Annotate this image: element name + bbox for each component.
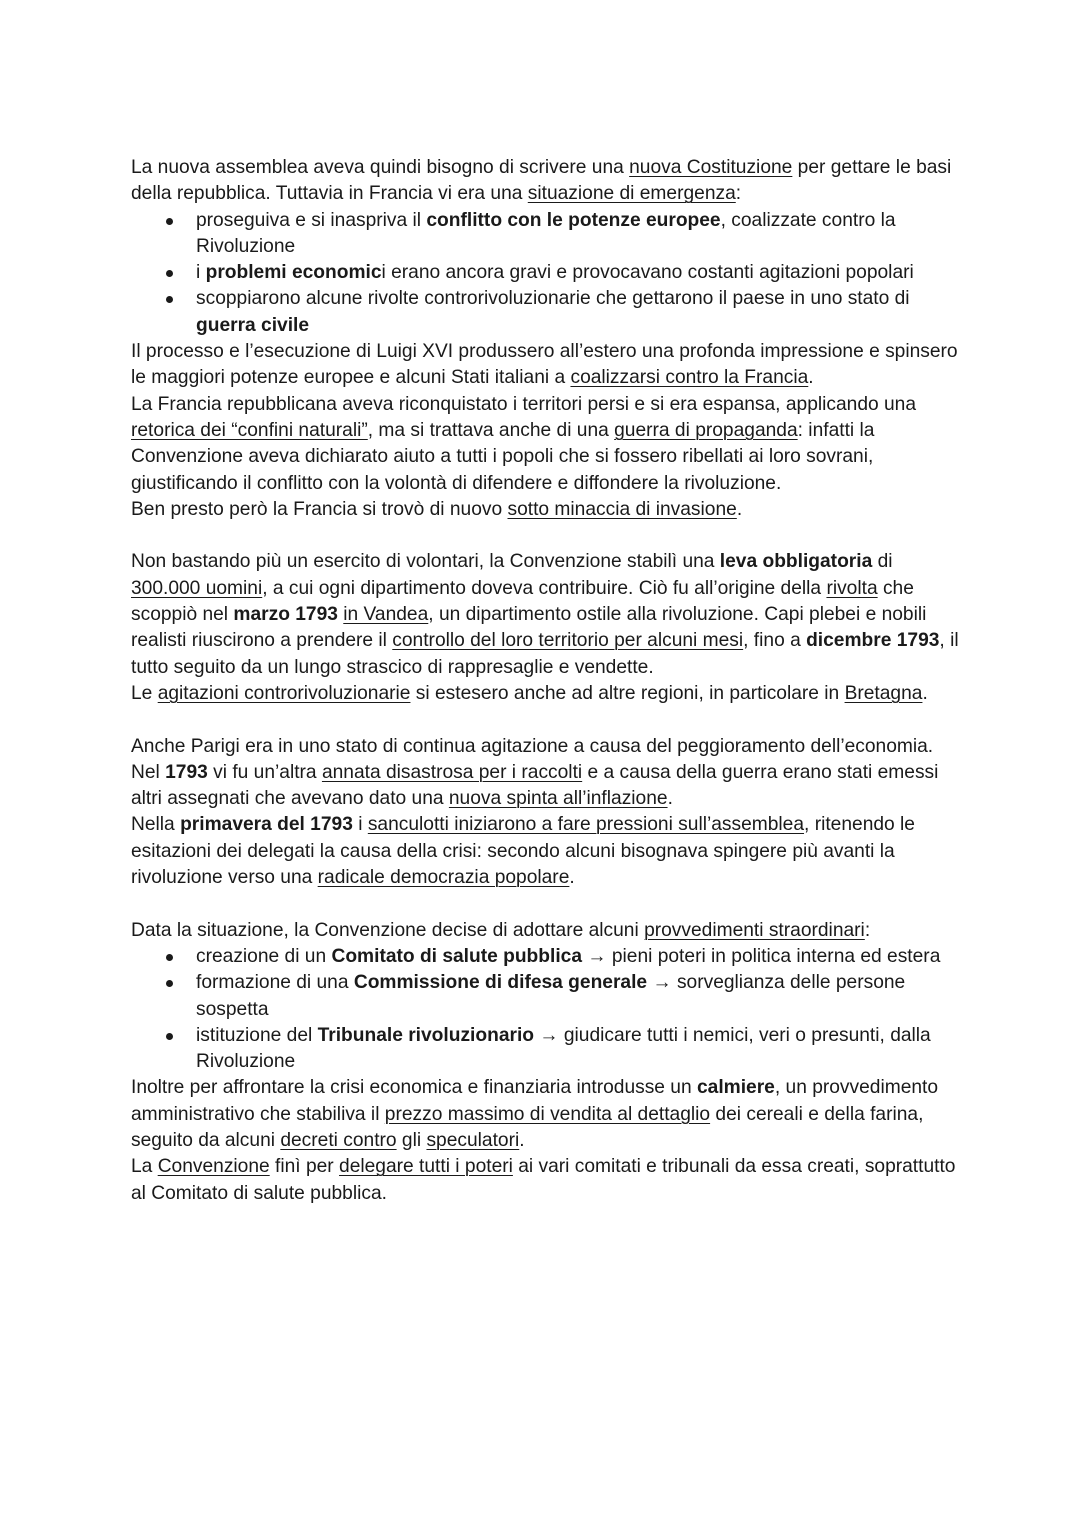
bold-text: Tribunale rivoluzionario: [317, 1024, 535, 1046]
text: istituzione del: [196, 1024, 318, 1046]
underlined-text: radicale democrazia popolare: [317, 867, 570, 889]
underlined-text: controllo del loro territorio per alcuni mesi: [392, 630, 744, 652]
document-page: [131, 155, 961, 1207]
bold-text: problemi economic: [205, 262, 382, 284]
text: Anche Parigi era in uno stato di continua agitazione a causa del peggioramento dell’economia. Nel: [131, 735, 934, 783]
underlined-text: retorica dei “confini naturali”: [131, 419, 368, 441]
text: .: [667, 788, 673, 810]
bullet-icon: [166, 270, 173, 277]
paragraph-coalition: [131, 339, 961, 523]
underlined-text: speculatori: [426, 1129, 520, 1151]
underlined-text: situazione di emergenza: [527, 183, 736, 205]
measures-list: [131, 944, 961, 1075]
text: i: [352, 814, 368, 836]
underlined-text: Convenzione: [157, 1156, 270, 1178]
underlined-text: nuova Costituzione: [629, 157, 793, 178]
text: , il tutto seguito da un lungo strascico di rappresaglie e vendette.: [131, 630, 959, 678]
bullet-icon: [166, 218, 173, 225]
text: vi fu un’altra: [207, 761, 322, 783]
text: Non bastando più un esercito di volontari, la Convenzione stabilì una: [131, 551, 720, 573]
list-item: [196, 970, 961, 1023]
text: ai vari comitati e tribunali da essa creati, soprattutto al Comitato di salute pubblica.: [131, 1156, 956, 1204]
text: scoppiarono alcune rivolte controrivoluzionarie che gettarono il paese in uno stato di: [196, 288, 910, 310]
bold-text: guerra civile: [196, 314, 310, 336]
text: :: [735, 183, 742, 205]
paragraph-intro: [131, 155, 961, 208]
text: formazione di una: [196, 972, 354, 994]
text: finì per: [269, 1156, 340, 1178]
underlined-text: delegare tutti i poteri: [339, 1156, 513, 1178]
list-item: [196, 1023, 961, 1076]
underlined-text: nuova spinta all’inflazione: [448, 788, 668, 810]
text: , ritenendo le esitazioni dei delegati la causa della crisi: secondo alcuni bisognava spingere più avanti la rivoluzione verso una: [131, 814, 915, 889]
underlined-text: agitazioni controrivoluzionarie: [157, 682, 411, 704]
text: per gettare le basi della repubblica. Tuttavia in Francia vi era una: [131, 157, 952, 205]
underlined-text: prezzo massimo di vendita al dettaglio: [384, 1103, 711, 1125]
bold-text: conflitto con le potenze europee: [426, 209, 721, 231]
bullet-icon: [166, 296, 173, 303]
paragraph-calmiere: [131, 1075, 961, 1206]
text: si estesero anche ad altre regioni, in particolare in: [410, 682, 845, 704]
bold-text: Comitato di salute pubblica: [331, 945, 582, 967]
underlined-text: guerra di propaganda: [614, 419, 798, 441]
text: Le: [131, 682, 158, 704]
paragraph-vandea: [131, 549, 961, 707]
text: Ben presto però la Francia si trovò di nuovo: [131, 498, 508, 520]
text: , un provvedimento amministrativo che stabiliva il: [131, 1077, 939, 1125]
text: → sorveglianza delle persone sospetta: [196, 972, 906, 1020]
underlined-text: rivolta: [826, 577, 878, 599]
text: i erano ancora gravi e provocavano costanti agitazioni popolari: [381, 262, 914, 284]
list-item: [196, 286, 961, 339]
text: .: [808, 367, 814, 389]
text: → giudicare tutti i nemici, veri o presunti, dalla Rivoluzione: [196, 1024, 931, 1073]
bullet-icon: [166, 980, 173, 987]
text: .: [519, 1129, 525, 1151]
list-item: [196, 260, 961, 286]
text: , a cui ogni dipartimento doveva contribuire. Ciò fu all’origine della: [262, 577, 827, 599]
paragraph-paris: [131, 734, 961, 892]
list-item: [196, 208, 961, 261]
text: di: [872, 551, 893, 573]
text: , coalizzate contro la Rivoluzione: [196, 209, 896, 257]
text: e a causa della guerra erano stati emessi altri assegnati che avevano dato una: [131, 761, 939, 810]
underlined-text: provvedimenti straordinari: [644, 919, 865, 941]
underlined-text: in Vandea: [343, 604, 429, 626]
bold-text: marzo 1793: [233, 604, 338, 626]
text: che scoppiò nel: [131, 577, 914, 626]
text: , ma si trattava anche di una: [367, 419, 615, 441]
text: , fino a: [743, 630, 807, 652]
text: .: [569, 867, 575, 889]
text: , un dipartimento ostile alla rivoluzione. Capi plebei e nobili realisti riuscirono a prendere il: [131, 604, 927, 652]
bullet-icon: [166, 954, 173, 961]
text: dei cereali e della farina, seguito da alcuni: [131, 1103, 924, 1151]
underlined-text: sanculotti iniziarono a fare pressioni sull’assemblea: [367, 814, 805, 836]
text: Data la situazione, la Convenzione decise di adottare alcuni: [131, 919, 645, 941]
bullet-icon: [166, 1033, 173, 1040]
paragraph-measures: [131, 918, 961, 944]
underlined-text: sotto minaccia di invasione: [507, 498, 737, 520]
text: :: [864, 919, 871, 941]
bold-text: leva obbligatoria: [719, 551, 873, 573]
text: creazione di un: [196, 945, 332, 967]
underlined-text: Bretagna: [844, 682, 923, 704]
text: Nella: [131, 814, 181, 836]
underlined-text: 300.000 uomini: [131, 577, 263, 599]
text: .: [736, 498, 743, 520]
text: La nuova assemblea aveva quindi bisogno di scrivere una: [131, 157, 630, 178]
bold-text: dicembre 1793: [806, 630, 940, 652]
bold-text: calmiere: [696, 1077, 775, 1099]
underlined-text: coalizzarsi contro la Francia: [570, 367, 809, 389]
text: → pieni poteri in politica interna ed estera: [582, 945, 941, 967]
text: Il processo e l’esecuzione di Luigi XVI produssero all’estero una profonda impressione e spinsero le maggiori potenze europee e alcuni Stati italiani a: [131, 341, 958, 389]
underlined-text: decreti contro: [280, 1129, 397, 1151]
text: proseguiva e si inaspriva il: [196, 209, 427, 231]
text: La: [131, 1156, 158, 1178]
text: i: [196, 262, 206, 284]
text: gli: [396, 1129, 427, 1151]
list-item: [196, 944, 961, 970]
text: .: [922, 682, 928, 704]
emergency-list: [131, 208, 961, 339]
bold-text: Commissione di difesa generale: [353, 972, 648, 994]
text: La Francia repubblicana aveva riconquistato i territori persi e si era espansa, applicando una: [131, 393, 917, 415]
bold-text: primavera del 1793: [180, 814, 353, 836]
bold-text: 1793: [165, 761, 208, 783]
underlined-text: annata disastrosa per i raccolti: [321, 761, 583, 783]
text: Inoltre per affrontare la crisi economica e finanziaria introdusse un: [131, 1077, 697, 1099]
text: : infatti la Convenzione aveva dichiarato aiuto a tutti i popoli che si fossero ribellati ai loro sovrani, giustificando il conflitto con la volontà di difendere e diffondere la rivoluzione.: [131, 419, 875, 494]
